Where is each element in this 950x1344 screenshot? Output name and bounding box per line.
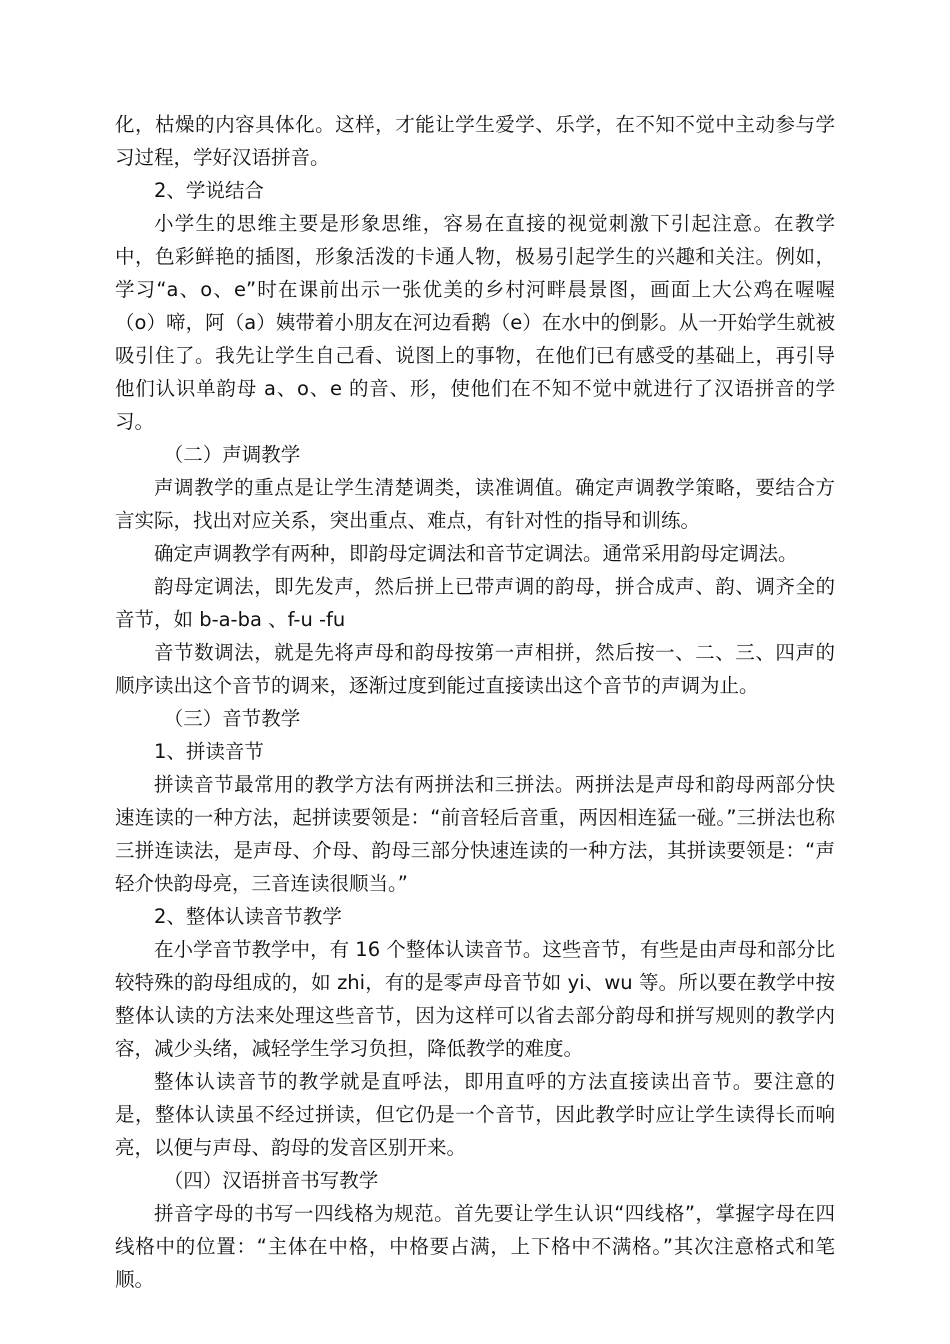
paragraph-shengdiao-2: 确定声调教学有两种，即韵母定调法和音节定调法。通常采用韵母定调法。 [154,542,798,565]
paragraph-pindu: 拼读音节最常用的教学方法有两拼法和三拼法。两拼法是声母和韵母两部分快速连读的一种方法，起拼读要领是：“前音轻后音重，两因相连猛一碰。”三拼法也称三拼连读法，是声母、介母、韵母三部分快速连读的一种方法，其拼读要领是：“声轻介快韵母亮，三音连读很顺当。” [115,773,835,895]
paragraph-zhengti-1: 在小学音节教学中，有 16 个整体认读音节。这些音节，有些是由声母和部分比较特殊的韵母组成的，如 zhi，有的是零声母音节如 yi、wu 等。所以要在教学中按整体认读的方法来处理这些音节，因为这样可以省去部分韵母和拼写规则的教学内容，减少头绪，减轻学生学习负担，降低教学的难度。 [115,938,835,1060]
section-heading-yinjie: （三）音节教学 [163,707,301,730]
heading-pindu-yinjie: 1、拼读音节 [154,740,264,763]
paragraph-zhengti-2: 整体认读音节的教学就是直呼法，即用直呼的方法直接读出音节。要注意的是，整体认读虽不经过拼读，但它仍是一个音节，因此教学时应让学生读得长而响亮，以便与声母、韵母的发音区别开来。 [115,1070,835,1159]
heading-xueshuo-jiehe: 2、学说结合 [154,179,264,202]
section-heading-shuxie: （四）汉语拼音书写教学 [163,1169,379,1192]
paragraph-continued: 化，枯燥的内容具体化。这样，才能让学生爱学、乐学，在不知不觉中主动参与学习过程，学好汉语拼音。 [115,113,835,169]
heading-zhengti-rendu: 2、整体认读音节教学 [154,905,342,928]
document-page [115,108,835,1296]
paragraph-xueshuo: 小学生的思维主要是形象思维，容易在直接的视觉刺激下引起注意。在教学中，色彩鲜艳的插图，形象活泼的卡通人物，极易引起学生的兴趣和关注。例如，学习“a、o、e”时在课前出示一张优美的乡村河畔晨景图，画面上大公鸡在喔喔（o）啼，阿（a）姨带着小朋友在河边看鹅（e）在水中的倒影。从一开始学生就被吸引住了。我先让学生自己看、说图上的事物，在他们已有感受的基础上，再引导他们认识单韵母 a、o、e 的音、形，使他们在不知不觉中就进行了汉语拼音的学习。 [115,212,835,433]
paragraph-shengdiao-4: 音节数调法，就是先将声母和韵母按第一声相拼，然后按一、二、三、四声的顺序读出这个音节的调来，逐渐过度到能过直接读出这个音节的声调为止。 [115,641,835,697]
paragraph-shuxie: 拼音字母的书写一四线格为规范。首先要让学生认识“四线格”，掌握字母在四线格中的位置：“主体在中格，中格要占满，上下格中不满格。”其次注意格式和笔顺。 [115,1202,835,1291]
paragraph-shengdiao-3: 韵母定调法，即先发声，然后拼上已带声调的韵母，拼合成声、韵、调齐全的音节，如 b-a-ba 、f-u -fu [115,575,835,631]
section-heading-shengdiao: （二）声调教学 [163,443,301,466]
paragraph-shengdiao-1: 声调教学的重点是让学生清楚调类，读准调值。确定声调教学策略，要结合方言实际，找出对应关系，突出重点、难点，有针对性的指导和训练。 [115,476,835,532]
